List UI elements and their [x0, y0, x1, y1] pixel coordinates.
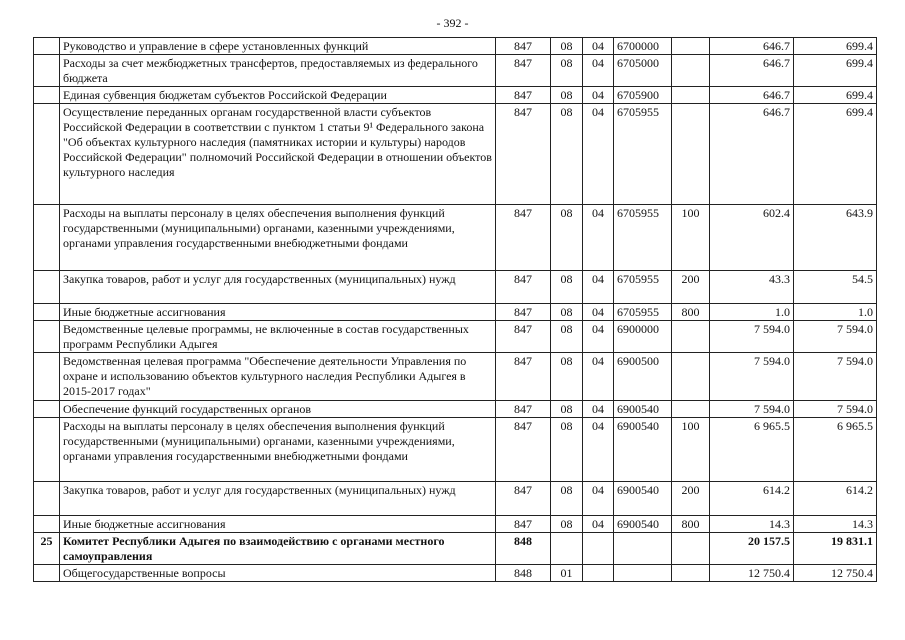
amount-year-2: 614.2 — [794, 482, 877, 516]
department-code: 847 — [496, 55, 551, 87]
subsection-code: 04 — [583, 353, 614, 401]
table-row — [34, 271, 877, 304]
section-code: 08 — [551, 38, 583, 55]
section-code — [551, 533, 583, 565]
section-code: 08 — [551, 482, 583, 516]
target-article-code — [614, 565, 672, 582]
amount-year-2: 19 831.1 — [794, 533, 877, 565]
subsection-code: 04 — [583, 418, 614, 482]
target-article-code: 6900540 — [614, 418, 672, 482]
target-article-code: 6705955 — [614, 205, 672, 271]
section-code: 08 — [551, 304, 583, 321]
expense-type-code — [672, 55, 710, 87]
subsection-code: 04 — [583, 321, 614, 353]
target-article-code: 6705955 — [614, 304, 672, 321]
department-code: 847 — [496, 271, 551, 304]
department-code: 847 — [496, 87, 551, 104]
section-code: 08 — [551, 321, 583, 353]
department-code: 847 — [496, 304, 551, 321]
amount-year-1: 20 157.5 — [710, 533, 794, 565]
table-row — [34, 304, 877, 321]
subsection-code: 04 — [583, 304, 614, 321]
department-code: 847 — [496, 321, 551, 353]
expense-type-code — [672, 565, 710, 582]
expense-name: Расходы за счет межбюджетных трансфертов, предоставляемых из федерального бюджета — [60, 55, 496, 87]
table-row — [34, 353, 877, 401]
expense-name: Единая субвенция бюджетам субъектов Российской Федерации — [60, 87, 496, 104]
department-code: 848 — [496, 533, 551, 565]
amount-year-2: 14.3 — [794, 516, 877, 533]
department-code: 847 — [496, 38, 551, 55]
expense-name: Иные бюджетные ассигнования — [60, 516, 496, 533]
expense-type-code: 100 — [672, 205, 710, 271]
amount-year-2: 6 965.5 — [794, 418, 877, 482]
amount-year-2: 643.9 — [794, 205, 877, 271]
row-number — [34, 271, 60, 304]
department-code: 847 — [496, 205, 551, 271]
subsection-code: 04 — [583, 38, 614, 55]
expense-name: Обеспечение функций государственных органов — [60, 401, 496, 418]
table-row — [34, 482, 877, 516]
expense-name: Расходы на выплаты персоналу в целях обеспечения выполнения функций государственными (муниципальными) органами, казенными учреждениями, органами управления государственными внебюджетными фондами — [60, 205, 496, 271]
subsection-code: 04 — [583, 401, 614, 418]
table-row — [34, 401, 877, 418]
expense-type-code — [672, 87, 710, 104]
amount-year-2: 699.4 — [794, 55, 877, 87]
amount-year-2: 699.4 — [794, 104, 877, 205]
expense-name: Закупка товаров, работ и услуг для государственных (муниципальных) нужд — [60, 482, 496, 516]
section-code: 08 — [551, 516, 583, 533]
section-code: 08 — [551, 205, 583, 271]
subsection-code: 04 — [583, 104, 614, 205]
expense-name: Общегосударственные вопросы — [60, 565, 496, 582]
section-code: 08 — [551, 401, 583, 418]
target-article-code: 6900000 — [614, 321, 672, 353]
row-number: 25 — [34, 533, 60, 565]
expense-type-code — [672, 533, 710, 565]
target-article-code — [614, 533, 672, 565]
target-article-code: 6705955 — [614, 104, 672, 205]
budget-table — [33, 37, 877, 582]
row-number — [34, 321, 60, 353]
row-number — [34, 38, 60, 55]
section-code: 08 — [551, 87, 583, 104]
expense-type-code — [672, 104, 710, 205]
table-row — [34, 565, 877, 582]
row-number — [34, 565, 60, 582]
expense-type-code — [672, 353, 710, 401]
table-row — [34, 533, 877, 565]
row-number — [34, 104, 60, 205]
subsection-code: 04 — [583, 87, 614, 104]
row-number — [34, 304, 60, 321]
section-code: 08 — [551, 353, 583, 401]
section-code: 08 — [551, 271, 583, 304]
amount-year-1: 646.7 — [710, 104, 794, 205]
amount-year-2: 1.0 — [794, 304, 877, 321]
row-number — [34, 482, 60, 516]
department-code: 847 — [496, 482, 551, 516]
expense-type-code — [672, 401, 710, 418]
amount-year-1: 7 594.0 — [710, 401, 794, 418]
subsection-code: 04 — [583, 271, 614, 304]
table-row — [34, 55, 877, 87]
amount-year-1: 7 594.0 — [710, 353, 794, 401]
amount-year-2: 7 594.0 — [794, 353, 877, 401]
target-article-code: 6900540 — [614, 516, 672, 533]
row-number — [34, 353, 60, 401]
target-article-code: 6900540 — [614, 401, 672, 418]
amount-year-1: 1.0 — [710, 304, 794, 321]
expense-name: Расходы на выплаты персоналу в целях обеспечения выполнения функций государственными (муниципальными) органами, казенными учреждениями, органами управления государственными внебюджетными фондами — [60, 418, 496, 482]
department-code: 848 — [496, 565, 551, 582]
row-number — [34, 87, 60, 104]
amount-year-2: 699.4 — [794, 87, 877, 104]
expense-type-code: 800 — [672, 304, 710, 321]
expense-name: Иные бюджетные ассигнования — [60, 304, 496, 321]
target-article-code: 6705955 — [614, 271, 672, 304]
amount-year-1: 646.7 — [710, 55, 794, 87]
table-row — [34, 418, 877, 482]
row-number — [34, 205, 60, 271]
section-code: 08 — [551, 104, 583, 205]
expense-name: Осуществление переданных органам государственной власти субъектов Российской Федерации в соответствии с пунктом 1 статьи 9¹ Федерального закона "Об объектах культурного наследия (памятниках истории и культуры) народов Российской Федерации" полномочий Российской Федерации в отношении объектов культурного наследия — [60, 104, 496, 205]
table-row — [34, 516, 877, 533]
amount-year-2: 699.4 — [794, 38, 877, 55]
subsection-code — [583, 565, 614, 582]
department-code: 847 — [496, 516, 551, 533]
subsection-code: 04 — [583, 516, 614, 533]
target-article-code: 6900540 — [614, 482, 672, 516]
section-code: 08 — [551, 418, 583, 482]
table-row — [34, 321, 877, 353]
row-number — [34, 55, 60, 87]
table-row — [34, 87, 877, 104]
subsection-code: 04 — [583, 55, 614, 87]
amount-year-1: 646.7 — [710, 38, 794, 55]
expense-type-code — [672, 321, 710, 353]
expense-type-code: 100 — [672, 418, 710, 482]
expense-type-code: 800 — [672, 516, 710, 533]
department-code: 847 — [496, 104, 551, 205]
target-article-code: 6700000 — [614, 38, 672, 55]
row-number — [34, 401, 60, 418]
expense-type-code: 200 — [672, 271, 710, 304]
table-row — [34, 205, 877, 271]
expense-name: Руководство и управление в сфере установленных функций — [60, 38, 496, 55]
page-number: - 392 - — [436, 16, 469, 30]
department-code: 847 — [496, 353, 551, 401]
expense-type-code: 200 — [672, 482, 710, 516]
section-code: 08 — [551, 55, 583, 87]
target-article-code: 6900500 — [614, 353, 672, 401]
expense-name: Закупка товаров, работ и услуг для государственных (муниципальных) нужд — [60, 271, 496, 304]
amount-year-2: 7 594.0 — [794, 401, 877, 418]
expense-name: Комитет Республики Адыгея по взаимодействию с органами местного самоуправления — [60, 533, 496, 565]
expense-type-code — [672, 38, 710, 55]
amount-year-1: 6 965.5 — [710, 418, 794, 482]
subsection-code: 04 — [583, 482, 614, 516]
target-article-code: 6705900 — [614, 87, 672, 104]
amount-year-1: 12 750.4 — [710, 565, 794, 582]
expense-name: Ведомственные целевые программы, не включенные в состав государственных программ Республики Адыгея — [60, 321, 496, 353]
subsection-code — [583, 533, 614, 565]
amount-year-1: 614.2 — [710, 482, 794, 516]
subsection-code: 04 — [583, 205, 614, 271]
amount-year-1: 602.4 — [710, 205, 794, 271]
amount-year-2: 12 750.4 — [794, 565, 877, 582]
row-number — [34, 418, 60, 482]
row-number — [34, 516, 60, 533]
expense-name: Ведомственная целевая программа "Обеспечение деятельности Управления по охране и использованию объектов культурного наследия Республики Адыгея в 2015-2017 годах" — [60, 353, 496, 401]
table-row — [34, 38, 877, 55]
amount-year-1: 14.3 — [710, 516, 794, 533]
amount-year-1: 646.7 — [710, 87, 794, 104]
target-article-code: 6705000 — [614, 55, 672, 87]
section-code: 01 — [551, 565, 583, 582]
amount-year-1: 7 594.0 — [710, 321, 794, 353]
department-code: 847 — [496, 418, 551, 482]
department-code: 847 — [496, 401, 551, 418]
amount-year-2: 54.5 — [794, 271, 877, 304]
amount-year-1: 43.3 — [710, 271, 794, 304]
amount-year-2: 7 594.0 — [794, 321, 877, 353]
table-row — [34, 104, 877, 205]
